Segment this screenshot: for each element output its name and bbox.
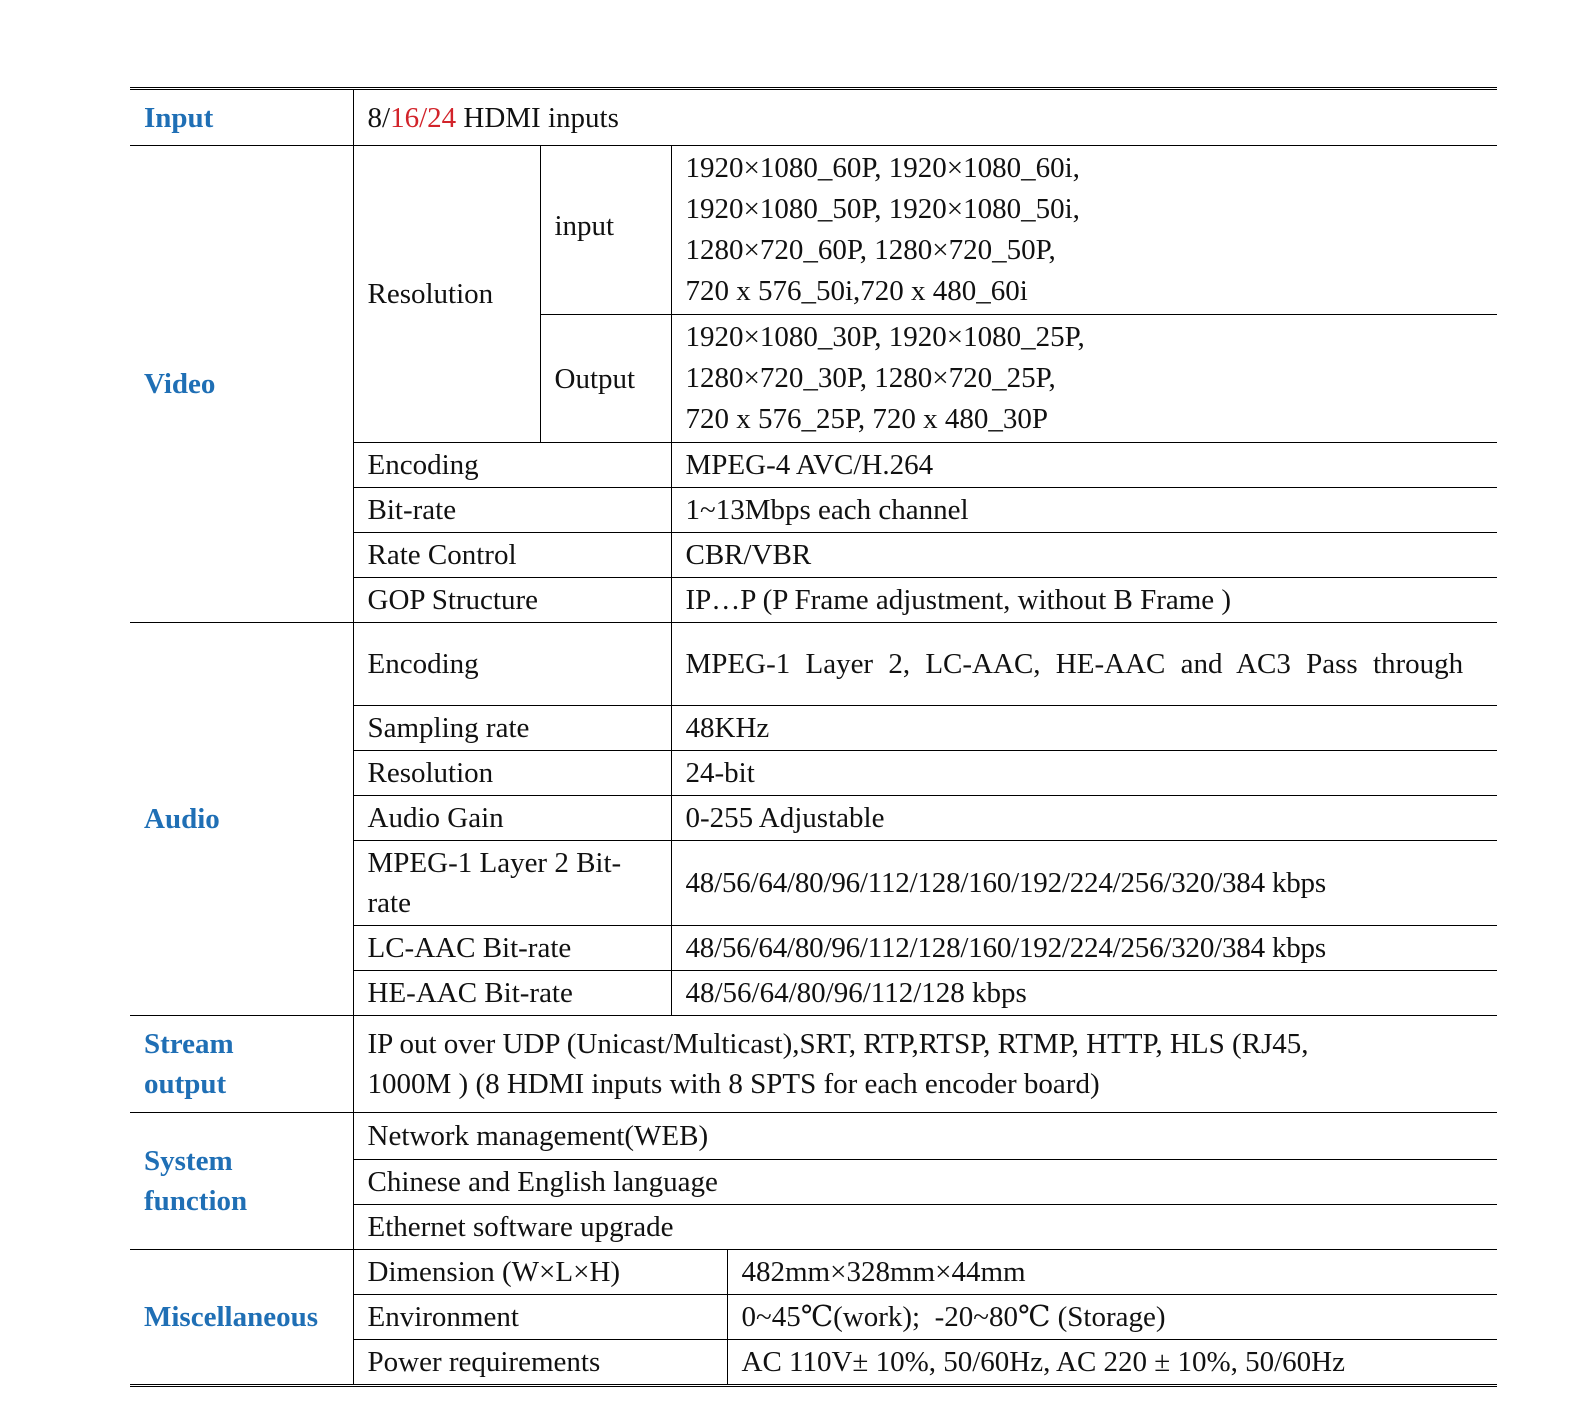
input-value [353, 89, 1497, 146]
video-input-resolutions [671, 146, 1497, 315]
video-output-line: 1280×720_30P, 1280×720_25P, [685, 362, 1056, 394]
video-input-line: 1920×1080_50P, 1920×1080_50i, [685, 193, 1080, 225]
input-value-suffix: HDMI inputs [456, 101, 619, 134]
video-encoding-label: Encoding [353, 443, 671, 488]
audio-resolution-label: Resolution [353, 751, 671, 796]
video-bitrate-value: 1~13Mbps each channel [671, 488, 1497, 533]
system-network-row [130, 1113, 1497, 1160]
audio-mpeg1-bitrate-label: MPEG-1 Layer 2 Bit-rate [353, 841, 671, 926]
audio-mpeg1-bitrate-value: 48/56/64/80/96/112/128/160/192/224/256/320/384 kbps [671, 841, 1497, 926]
category-audio: Audio [130, 623, 353, 1016]
misc-power-value: AC 110V± 10%, 50/60Hz, AC 220 ± 10%, 50/60Hz [727, 1340, 1497, 1386]
video-output-resolutions [671, 315, 1497, 443]
video-output-line: 720 x 576_25P, 720 x 480_30P [685, 403, 1049, 435]
video-rate-control-value: CBR/VBR [671, 533, 1497, 578]
audio-sampling-value: 48KHz [671, 706, 1497, 751]
system-network-value: Network management(WEB) [353, 1113, 1497, 1160]
category-miscellaneous: Miscellaneous [130, 1250, 353, 1386]
audio-heaac-bitrate-value: 48/56/64/80/96/112/128 kbps [671, 971, 1497, 1016]
category-video: Video [130, 146, 353, 623]
video-input-line: 1920×1080_60P, 1920×1080_60i, [685, 152, 1080, 184]
stream-output-line: 1000M ) (8 HDMI inputs with 8 SPTS for each encoder board) [367, 1068, 1100, 1100]
misc-power-label: Power requirements [353, 1340, 727, 1386]
video-input-line: 720 x 576_50i,720 x 480_60i [685, 275, 1028, 307]
video-encoding-value: MPEG-4 AVC/H.264 [671, 443, 1497, 488]
category-system-function [130, 1113, 353, 1250]
video-output-label: Output [540, 315, 671, 443]
input-value-highlight: 16/24 [390, 101, 457, 134]
audio-gain-label: Audio Gain [353, 796, 671, 841]
misc-environment-value: 0~45℃(work); -20~80℃ (Storage) [727, 1295, 1497, 1340]
video-resolution-input-row [130, 146, 1497, 315]
video-gop-value: IP…P (P Frame adjustment, without B Frame ) [671, 578, 1497, 623]
category-input: Input [130, 89, 353, 146]
misc-dimension-label: Dimension (W×L×H) [353, 1250, 727, 1295]
input-row [130, 89, 1497, 146]
audio-lcaac-bitrate-label: LC-AAC Bit-rate [353, 926, 671, 971]
audio-encoding-value: MPEG-1 Layer 2, LC-AAC, HE-AAC and AC3 Pass through [671, 623, 1497, 706]
video-output-line: 1920×1080_30P, 1920×1080_25P, [685, 321, 1085, 353]
category-stream-output-line: output [144, 1068, 227, 1100]
video-rate-control-label: Rate Control [353, 533, 671, 578]
misc-environment-label: Environment [353, 1295, 727, 1340]
video-resolution-label: Resolution [353, 146, 540, 443]
video-input-label: input [540, 146, 671, 315]
video-input-line: 1280×720_60P, 1280×720_50P, [685, 234, 1056, 266]
misc-dimension-value: 482mm×328mm×44mm [727, 1250, 1497, 1295]
audio-heaac-bitrate-label: HE-AAC Bit-rate [353, 971, 671, 1016]
stream-output-row [130, 1016, 1497, 1113]
audio-sampling-label: Sampling rate [353, 706, 671, 751]
category-stream-output-line: Stream [144, 1028, 234, 1060]
audio-resolution-value: 24-bit [671, 751, 1497, 796]
system-language-value: Chinese and English language [353, 1160, 1497, 1205]
category-stream-output [130, 1016, 353, 1113]
stream-output-line: IP out over UDP (Unicast/Multicast),SRT, RTP,RTSP, RTMP, HTTP, HLS (RJ45, [367, 1028, 1309, 1060]
system-upgrade-value: Ethernet software upgrade [353, 1205, 1497, 1250]
audio-lcaac-bitrate-value: 48/56/64/80/96/112/128/160/192/224/256/320/384 kbps [671, 926, 1497, 971]
stream-output-value [353, 1016, 1497, 1113]
category-system-function-line: System [144, 1145, 233, 1177]
spec-table [130, 87, 1497, 1387]
misc-dimension-row [130, 1250, 1497, 1295]
audio-gain-value: 0-255 Adjustable [671, 796, 1497, 841]
audio-encoding-label: Encoding [353, 623, 671, 706]
input-value-prefix: 8/ [367, 101, 391, 134]
category-system-function-line: function [144, 1185, 248, 1217]
video-gop-label: GOP Structure [353, 578, 671, 623]
audio-encoding-row [130, 623, 1497, 706]
video-bitrate-label: Bit-rate [353, 488, 671, 533]
